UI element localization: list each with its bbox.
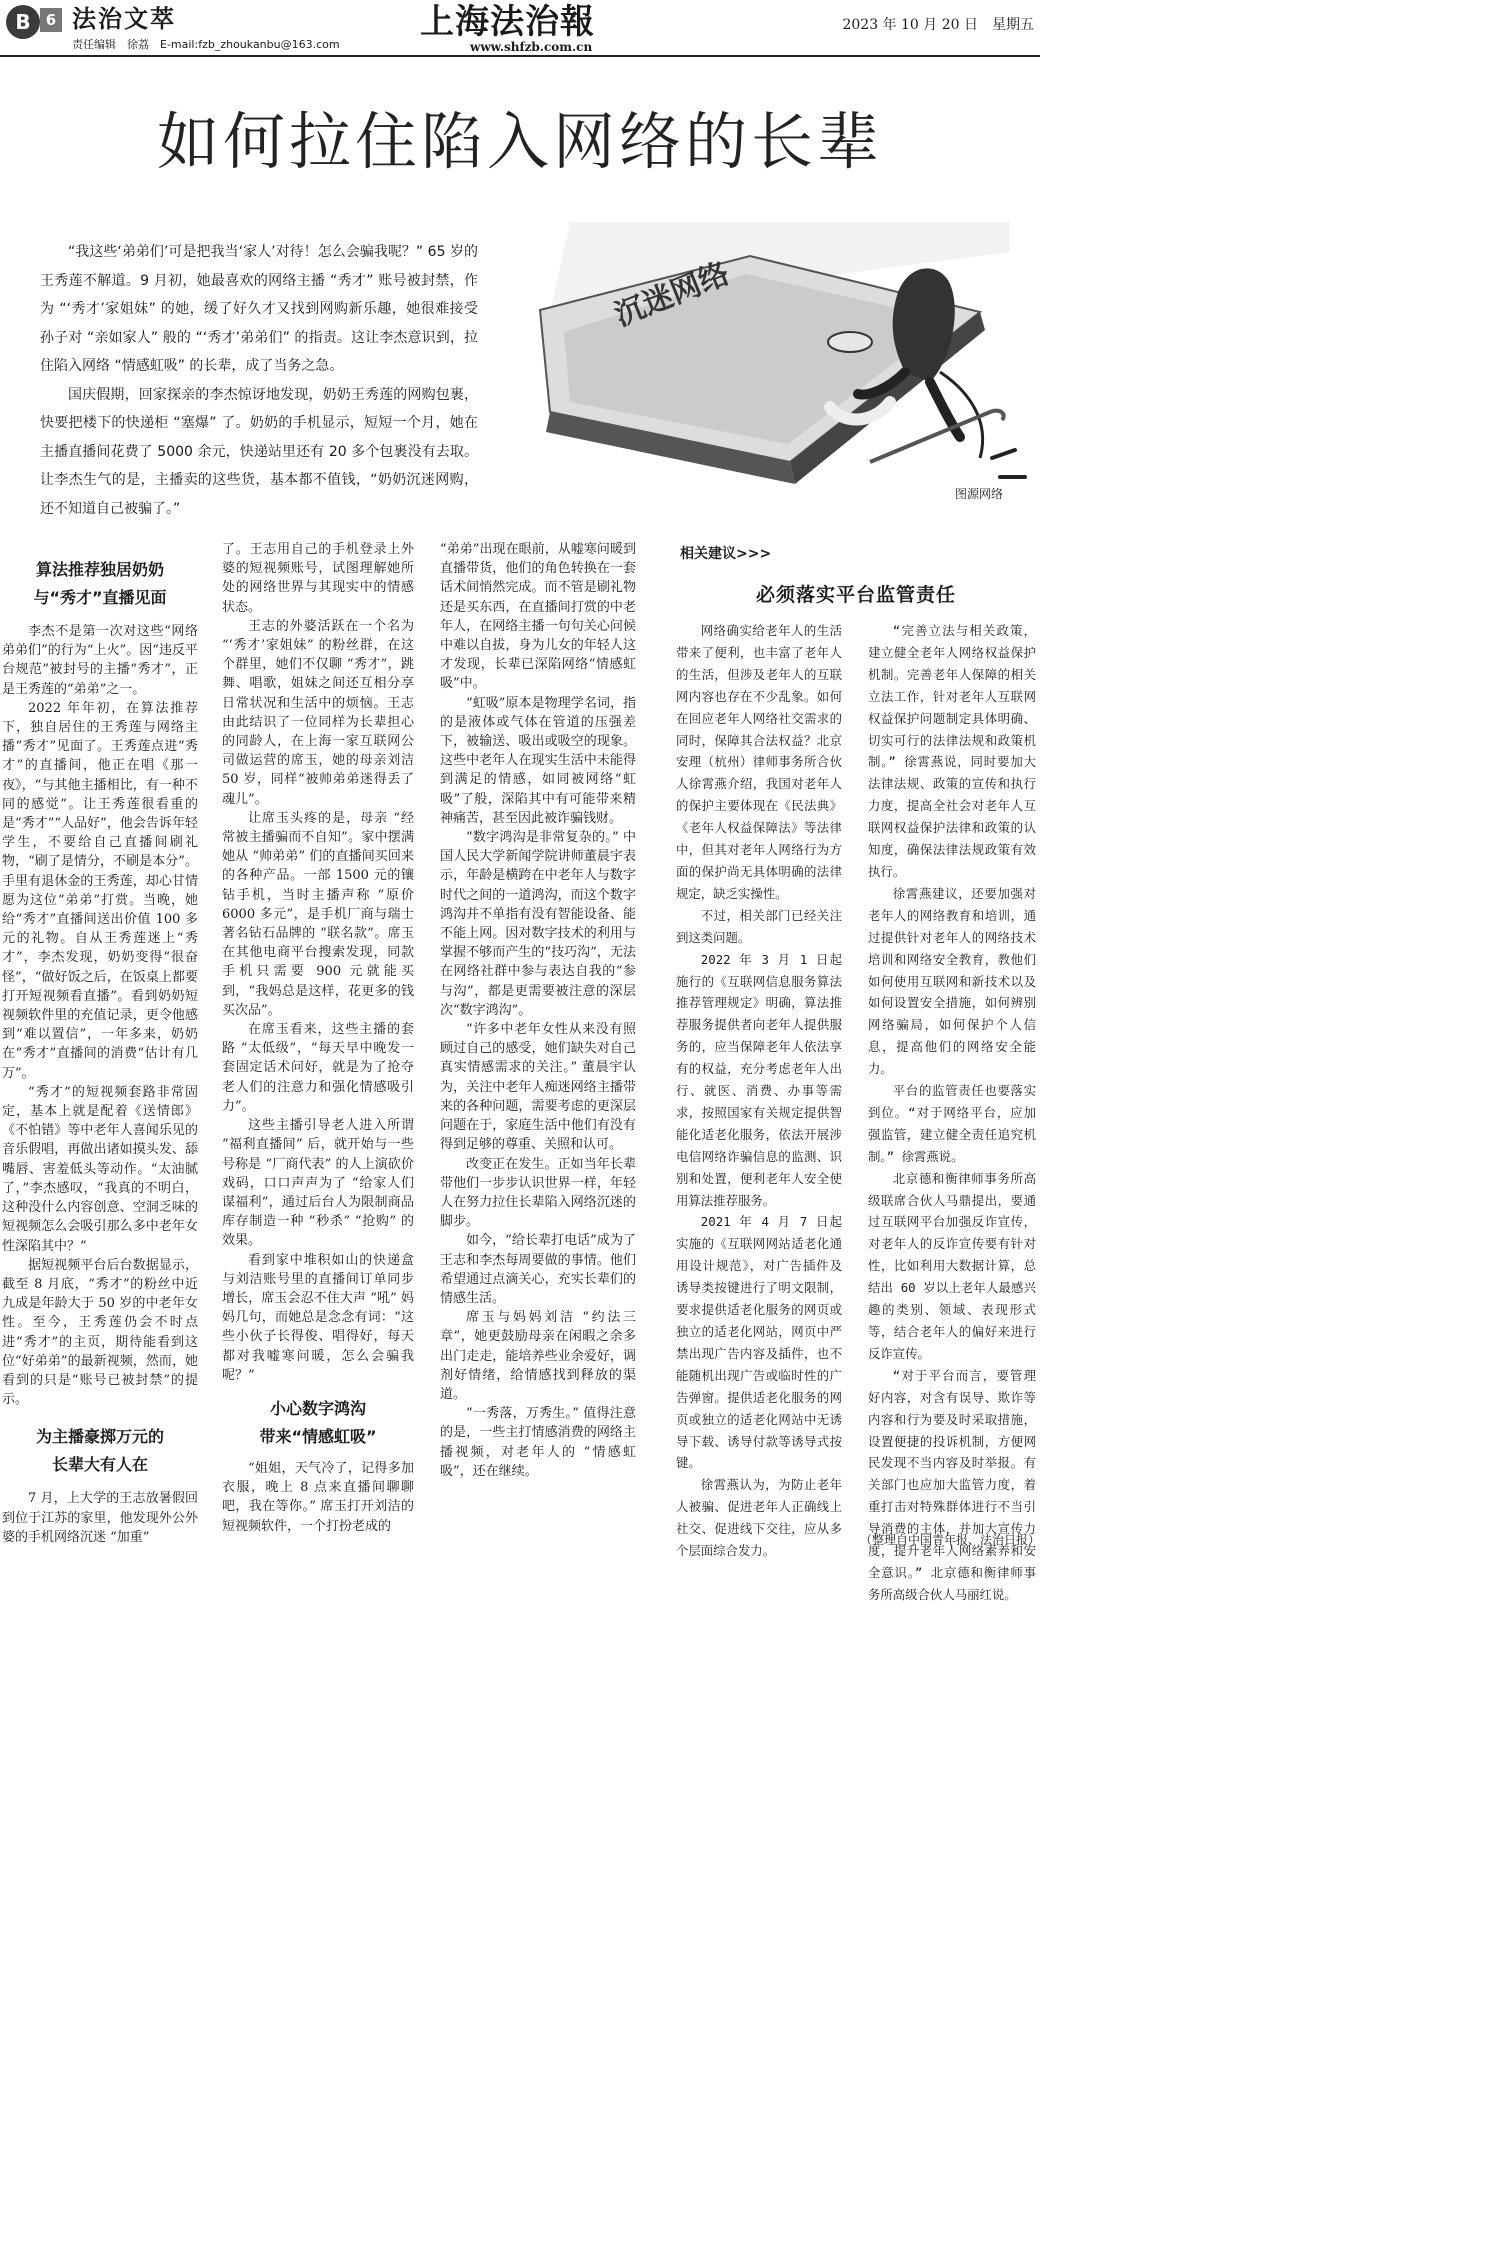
body-paragraph: 2022 年年初，在算法推荐下，独自居住的王秀莲与网络主播“秀才”见面了。王秀莲点进“秀才”的直播间，他正在唱《那一夜》，“与其他主播相比，有一种不同的感觉”。让王秀莲很看重的是“秀才”“人品好”，他会告诉年轻学生，不要给自己直播间刷礼物，“刷了是情分，不刷是本分”。手里有退休金的王秀莲，却心甘情愿为这位“弟弟”打赏。当晚，她给“秀才”直播间送出价值 100 多元的礼物。自从王秀莲迷上“秀才”，李杰发现，奶奶变得“很奋怪”，“做好饭之后，在饭桌上都要打开短视频看直播”。看到奶奶短视频软件里的充值记录，更令他感到“难以置信”，一年多来，奶奶在“秀才”直播间的消费“估计有几万”。 [2, 700, 198, 1081]
person-icon [893, 268, 955, 382]
body-paragraph: “秀才”的短视频套路非常固定，基本上就是配着《送情郎》《不怕错》等中老年人喜闻乐见的音乐假唱，再做出诸如摸头发、舔嘴唇、害羞低头等动作。“太油腻了，”李杰感叹，“我真的不明白，这种没什么内容创意、空洞乏味的短视频怎么会吸引那么多中老年女性深陷其中？” [2, 1084, 198, 1254]
newspaper-url[interactable]: www.shfzb.com.cn [470, 40, 593, 54]
body-paragraph: “虹吸”原本是物理学名词，指的是液体或气体在管道的压强差下，被输送、吸出或吸空的现象。这些中老年人在现实生活中未能得到满足的情感，如同被网络“虹吸”了般，深陷其中有可能带来精神痛苦，甚至因此被诈骗钱财。 [440, 695, 636, 826]
subheading-1: 算法推荐独居奶奶 与“秀才”直播见面 [33, 560, 167, 607]
page-letter-badge [6, 5, 40, 39]
related-label: 相关建议>>> [680, 546, 772, 562]
body-paragraph: 7 月，上大学的王志放暑假回到位于江苏的家里，他发现外公外婆的手机网络沉迷 “加重” [2, 1491, 198, 1545]
body-paragraph: 徐霄燕建议，还要加强对老年人的网络教育和培训，通过提供针对老年人的网络技术培训和网络安全教育，教他们如何使用互联网和新技术以及如何设置安全措施，如何辨别网络骗局，如何保护个人信息，提高他们的网络安全能力。 [868, 885, 1036, 1077]
source-note: （整理自中国青年报、法治日报） [860, 1533, 1041, 1547]
page-number: 6 [40, 8, 62, 32]
body-paragraph: 不过，相关部门已经关注到这类问题。 [676, 907, 842, 945]
issue-date: 2023 年 10 月 20 日 星期五 [842, 17, 1034, 33]
body-paragraph: 网络确实给老年人的生活带来了便利，也丰富了老年人的生活，但涉及老年人的互联网内容也存在不少乱象。如何在回应老年人网络社交需求的同时，保障其合法权益？北京安理（杭州）律师事务所合伙人徐霄燕介绍，我国对老年人的保护主要体现在《民法典》《老年人权益保障法》等法律中，但其对老年人网络行为方面的保护尚无具体明确的法律规定，缺乏实操性。 [676, 623, 842, 901]
body-paragraph: “许多中老年女性从来没有照顾过自己的感受，她们缺失对自己真实情感需求的关注。” 董晨宇认为，关注中老年人痴迷网络主播带来的各种问题，需要考虑的更深层问题在于，家庭生活中他们有没有得到足够的尊重、关照和认可。 [440, 1022, 636, 1153]
header-rule [0, 55, 1040, 57]
page-letter: B [15, 10, 31, 34]
body-paragraph: 席玉与妈妈刘洁 “约法三章”，她更鼓励母亲在闲暇之余多出门走走，能培养些业余爱好，调剂好情绪，给情感找到释放的渠道。 [440, 1310, 636, 1402]
body-paragraph: 李杰不是第一次对这些“网络弟弟们”的行为“上火”。因“违反平台规范”被封号的主播“秀才”，正是王秀莲的“弟弟”之一。 [2, 624, 198, 697]
body-paragraph: “完善立法与相关政策，建立健全老年人网络权益保护机制。完善老年人保障的相关立法工作，针对老年人互联网权益保护问题制定具体明确、切实可行的法律法规和政策机制。” 徐霄燕说，同时要加大法律法规、政策的宣传和执行力度，提高全社会对老年人互联网权益保护法律和政策的认知度，确保法律法规政策有效执行。 [868, 623, 1036, 879]
body-paragraph: “对于平台而言，要管理好内容，对含有误导、欺诈等内容和行为要及时采取措施，设置便捷的投诉机制，方便网民发现不当内容及时举报。有关部门也应加大监管力度，着重打击对特殊群体进行不当引导消费的主体，并加大宣传力度，提升老年人网络素养和安全意识。” 北京德和衡律师事务所高级合伙人马丽红说。 [868, 1367, 1036, 1602]
body-paragraph: 据短视频平台后台数据显示，截至 8 月底，“秀才”的粉丝中近九成是年龄大于 50 岁的中老年女性。至今，王秀莲仍会不时点进“秀才”的主页，期待能看到这位“好弟弟”的最新视频，然而，她看到的只是“账号已被封禁”的提示。 [2, 1257, 198, 1408]
image-credit: 图源网络 [955, 487, 1004, 501]
article-column-3 [440, 540, 636, 1481]
body-paragraph: 王志的外婆活跃在一个名为 “‘秀才’家姐妹” 的粉丝群，在这个群里，她们不仅聊 “秀才”，跳舞、唱歌，姐妹之间还互相分享日常状况和生活中的烦恼。王志由此结识了一位同样为长辈担心的同龄人，在上海一家互联网公司做运营的席玉，她的母亲刘洁 50 岁，同样“被帅弟弟迷得丢了魂儿”。 [222, 618, 414, 807]
subheading-3: 小心数字鸿沟 带来“情感虹吸” [259, 1398, 377, 1446]
related-heading: 必须落实平台监管责任 [755, 584, 956, 606]
body-paragraph: 这些主播引导老人进入所谓 “福利直播间” 后，就开始与一些号称是 “厂商代表” 的人上演砍价戏码，口口声声为了 “给家人们谋福利”，通过后台人为限制商品库存制造一种 “秒杀” “抢购” 的效果。 [222, 1118, 414, 1249]
body-paragraph: 2021 年 4 月 7 日起实施的《互联网网站适老化通用设计规范》，对广告插件及诱导类按键进行了明文限制，要求提供适老化服务的网页或独立的适老化网站，网页中严禁出现广告内容及插件，也不能随机出现广告或临时性的广告弹窗。提供适老化服务的网页或独立的适老化网站中无诱导下载、诱导付款等诱导式按键。 [676, 1214, 842, 1471]
body-paragraph: “姐姐，天气冷了，记得多加衣服，晚上 8 点来直播间聊聊吧，我在等你。” 席玉打开刘洁的短视频软件，一个打扮老成的 [222, 1460, 414, 1534]
body-paragraph: “一秀落，万秀生。” 值得注意的是，一些主打情感消费的网络主播视频，对老年人的 “情感虹吸”，还在继续。 [440, 1406, 636, 1479]
section-title: 法治文萃 [72, 5, 176, 33]
cartoon-illustration [510, 222, 1030, 502]
body-paragraph: “弟弟”出现在眼前，从嘘寒问暖到直播带货，他们的角色转换在一套话术间悄然完成。而不管是刷礼物还是买东西，在直播间打赏的中老年人，在网络主播一句句关心问候中难以自拔，身为儿女的年轻人这才发现，长辈已深陷网络“情感虹吸”中。 [440, 542, 636, 692]
body-paragraph: 改变正在发生。正如当年长辈带他们一步步认识世界一样，年轻人在努力拉住长辈陷入网络沉迷的脚步。 [440, 1156, 636, 1230]
article-column-2 [222, 540, 414, 1536]
intro-paragraph: “我这些‘弟弟们’可是把我当‘家人’对待！怎么会骗我呢？” 65 岁的王秀莲不解道。9 月初，她最喜欢的网络主播 “秀才” 账号被封禁，作为 “‘秀才’家姐妹” 的她，缓了好久才又找到网购新乐趣，她很难接受孙子对 “亲如家人” 般的 “‘秀才’弟弟们” 的指责。这让李杰意识到，拉住陷入网络 “情感虹吸” 的长辈，成了当务之急。 [40, 244, 478, 374]
body-paragraph: 北京德和衡律师事务所高级联席合伙人马鼎提出，要通过互联网平台加强反诈宣传，对老年人的反诈宣传要有针对性，比如利用大数据计算，总结出 60 岁以上老年人最感兴趣的类别、领域、表现形式等，结合老年人的偏好来进行反诈宣传。 [868, 1170, 1036, 1361]
article-title: 如何拉住陷入网络的长辈 [156, 105, 883, 178]
subheading-2: 为主播豪掷万元的 长辈大有人在 [35, 1427, 164, 1475]
editor-line: 责任编辑 徐荔 E-mail:fzb_zhoukanbu@163.com [72, 38, 340, 51]
related-column-2 [868, 620, 1036, 1606]
body-paragraph: “数字鸿沟是非常复杂的。” 中国人民大学新闻学院讲师董晨宇表示，年龄是横跨在中老年人与数字时代之间的一道鸿沟，而这个数字鸿沟并不单指有没有智能设备、能不能上网。因对数字技术的利用与掌握不够而产生的“技巧沟”，无法在网络社群中参与表达自我的“参与沟”，都是更需要被注意的深层次“数字鸿沟”。 [440, 830, 636, 1018]
body-paragraph: 2022 年 3 月 1 日起施行的《互联网信息服务算法推荐管理规定》明确，算法推荐服务提供者向老年人提供服务的，应当保障老年人依法享有的权益，充分考虑老年人出行、就医、消费、办事等需求，按照国家有关规定提供智能化适老化服务，依法开展涉电信网络诈骗信息的监测、识别和处置，便利老年人安全使用算法推荐服务。 [676, 951, 842, 1208]
intro-paragraph: 国庆假期，回家探亲的李杰惊讶地发现，奶奶王秀莲的网购包裹，快要把楼下的快递柜 “塞爆” 了。奶奶的手机显示，短短一个月，她在主播直播间花费了 5000 余元，快递站里还有 20 多个包裹没有去取。让李杰生气的是，主播卖的这些货，基本都不值钱，“奶奶沉迷网购，还不知道自己被骗了。” [40, 386, 478, 517]
body-paragraph: 平台的监管责任也要落实到位。“对于网络平台，应加强监管，建立健全责任追究机制。” 徐霄燕说。 [868, 1083, 1036, 1164]
body-paragraph: 徐霄燕认为，为防止老年人被骗、促进老年人正确线上社交、促进线下交往，应从多个层面综合发力。 [676, 1477, 842, 1559]
body-paragraph: 在席玉看来，这些主播的套路 “太低级”，“每天早中晚发一套固定话术问好，就是为了抢夺老人们的注意力和强化情感吸引力”。 [222, 1022, 414, 1114]
page-header [0, 0, 1040, 52]
article-intro [40, 238, 478, 523]
body-paragraph: 了。王志用自己的手机登录上外婆的短视频账号，试图理解她所处的网络世界与其现实中的情感状态。 [222, 542, 414, 615]
body-paragraph: 让席玉头疼的是，母亲 “经常被主播骗而不自知”。家中摆满她从 “帅弟弟” 们的直播间买回来的各种产品。一部 1500 元的镶钻手机，当时主播声称 “原价 6000 多元”，是手机厂商与瑞士著名钻石品牌的 “联名款”。席玉在其他电商平台搜索发现，同款手机只需要 900 元就能买到，“我妈总是这样，花更多的钱买次品”。 [222, 810, 414, 1018]
article-column-1 [2, 556, 198, 1547]
body-paragraph: 看到家中堆积如山的快递盒与刘洁账号里的直播间订单同步增长，席玉会忍不住大声 “吼” 妈妈几句，而她总是念念有词：“这些小伙子长得俊、唱得好，每天都对我嘘寒问暖，怎么会骗我呢？” [222, 1252, 414, 1383]
related-column-1 [676, 620, 842, 1562]
body-paragraph: 如今，“给长辈打电话”成为了王志和李杰每周要做的事情。他们希望通过点滴关心，充实长辈们的情感生活。 [440, 1233, 636, 1306]
newspaper-masthead: 上海法治報 [420, 2, 595, 42]
illustration-sign-text: 沉迷网络 [609, 256, 735, 334]
